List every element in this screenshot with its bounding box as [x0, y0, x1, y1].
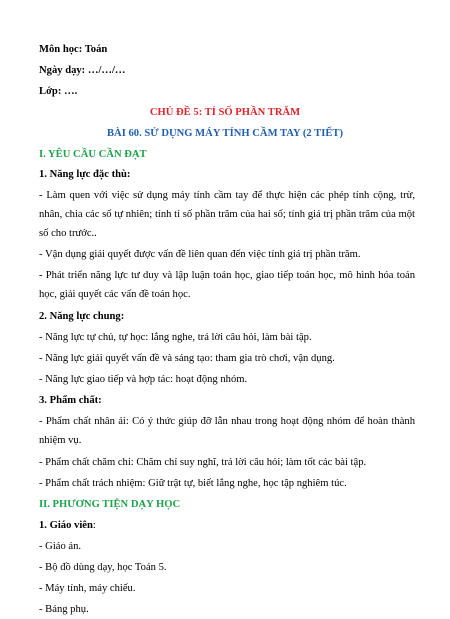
list-item: - Giáo án.	[39, 541, 82, 552]
subsection-1-1-heading: 1. Năng lực đặc thù:	[39, 169, 131, 180]
subsection-2-1-label: 1. Giáo viên	[39, 520, 93, 531]
list-item: - Vận dụng giải quyết được vấn đề liên quan đến việc tính giá trị phần trăm.	[39, 249, 361, 260]
list-item: - Bộ đồ dùng dạy, học Toán 5.	[39, 562, 167, 573]
section-1-heading: I. YÊU CẦU CẦN ĐẠT	[39, 149, 147, 160]
lesson-title: BÀI 60. SỬ DỤNG MÁY TÍNH CẦM TAY (2 TIẾT)	[106, 128, 344, 139]
list-item: - Năng lực giao tiếp và hợp tác: hoạt động nhóm.	[39, 374, 248, 385]
list-item: - Bảng phụ.	[39, 604, 89, 615]
list-item: - Máy tính, máy chiếu.	[39, 583, 136, 594]
list-item: - Phẩm chất nhân ái: Có ý thức giúp đỡ lẫn nhau trong hoạt động nhóm để hoàn thành nhiệm vụ.	[39, 416, 415, 446]
grade-line: Lớp: ….	[39, 86, 78, 97]
list-item: - Làm quen với việc sử dụng máy tính cầm tay để thực hiện các phép tính cộng, trừ, nhân, chia các số tự nhiên; tính tỉ số phần trăm của hai số; tính giá trị phần trăm của một số cho trước..	[39, 190, 415, 239]
subsection-1-3-heading: 3. Phẩm chất:	[39, 395, 102, 406]
subsection-2-1-colon: :	[92, 520, 96, 531]
subsection-2-1-heading	[39, 516, 415, 535]
topic-title: CHỦ ĐỀ 5: TỈ SỐ PHẦN TRĂM	[149, 107, 301, 118]
subject-line: Môn học: Toán	[39, 44, 108, 55]
list-item: - Phẩm chất trách nhiệm: Giữ trật tự, biết lắng nghe, học tập nghiêm túc.	[39, 478, 347, 489]
list-item: - Năng lực tự chủ, tự học: lắng nghe, trả lời câu hỏi, làm bài tập.	[39, 332, 312, 343]
list-item: - Phẩm chất chăm chỉ: Chăm chỉ suy nghĩ, trả lời câu hỏi; làm tốt các bài tập.	[39, 457, 367, 468]
section-2-heading: II. PHƯƠNG TIỆN DẠY HỌC	[39, 499, 181, 510]
list-item: - Năng lực giải quyết vấn đề và sáng tạo: tham gia trò chơi, vận dụng.	[39, 353, 335, 364]
subsection-1-2-heading: 2. Năng lực chung:	[39, 311, 125, 322]
list-item: - Phát triển năng lực tư duy và lập luận toán học, giao tiếp toán học, mô hình hóa toán học, giải quyết các vấn đề toán học.	[39, 270, 415, 300]
date-line: Ngày dạy: …/…/…	[39, 65, 126, 76]
